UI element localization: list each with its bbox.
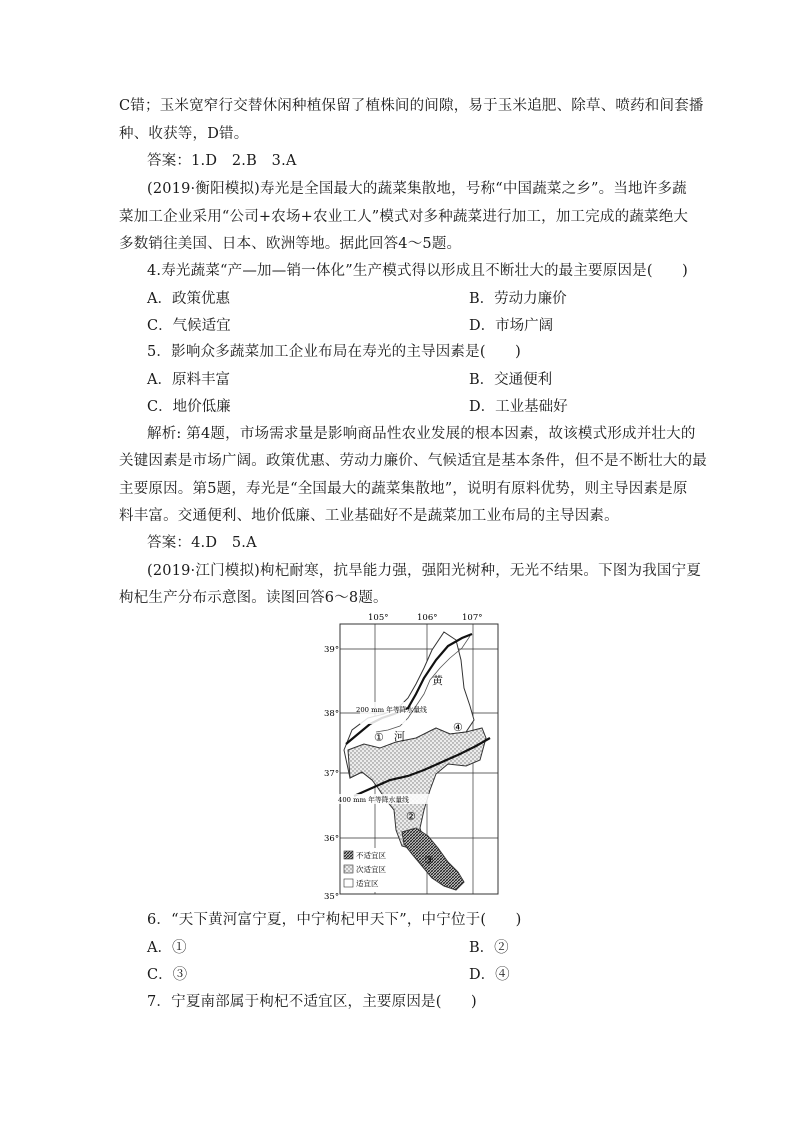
legend-label-unsuitable: 不适宜区 — [356, 851, 386, 860]
lat-label-36: 36° — [324, 834, 340, 844]
q4-option-c: C．气候适宜 — [147, 318, 231, 334]
region-label-4: ④ — [453, 721, 463, 734]
q5-option-d: D．工业基础好 — [469, 399, 568, 415]
text-line: (2019·江门模拟)枸杞耐寒，抗旱能力强，强阳光树种，无光不结果。下图为我国宁夏 — [147, 563, 702, 579]
map-legend — [342, 848, 398, 892]
text-line: 菜加工企业采用“公司+农场+农业工人”模式对多种蔬菜进行加工，加工完成的蔬菜绝大 — [119, 209, 689, 225]
question-4: 4.寿光蔬菜“产—加—销一体化”生产模式得以形成且不断壮大的最主要原因是( ) — [147, 263, 688, 279]
q5-option-a: A．原料丰富 — [147, 372, 230, 388]
answer-line: 答案：4.D 5.A — [147, 535, 257, 551]
river-label-he: 河 — [394, 730, 405, 743]
q4-option-d: D．市场广阔 — [469, 318, 554, 334]
text-line: 种、收获等，D错。 — [119, 126, 249, 142]
q4-option-b: B．劳动力廉价 — [469, 291, 567, 307]
explanation-line: 解析: 第4题，市场需求量是影响商品性农业发展的根本因素，故该模式形成并壮大的 — [147, 426, 696, 442]
question-5: 5．影响众多蔬菜加工企业布局在寿光的主导因素是( ) — [147, 344, 521, 360]
lat-label-35: 35° — [324, 892, 340, 902]
q6-option-d: D．④ — [469, 967, 510, 983]
explanation-line: 料丰富。交通便利、地价低廉、工业基础好不是蔬菜加工业布局的主导因素。 — [119, 508, 619, 524]
lat-label-39: 39° — [324, 645, 340, 655]
explanation-line: 关键因素是市场广阔。政策优惠、劳动力廉价、气候适宜是基本条件，但不是不断壮大的最 — [119, 453, 707, 469]
q5-option-b: B．交通便利 — [469, 372, 553, 388]
lon-label-106: 106° — [417, 613, 438, 623]
legend-swatch-sub-suitable — [344, 865, 353, 873]
q5-option-c: C．地价低廉 — [147, 399, 231, 415]
answer-line: 答案：1.D 2.B 3.A — [147, 153, 297, 169]
legend-swatch-unsuitable — [344, 851, 353, 859]
question-6: 6．“天下黄河富宁夏，中宁枸杞甲天下”，中宁位于( ) — [147, 912, 522, 928]
q4-option-a: A．政策优惠 — [147, 291, 230, 307]
explanation-line: 主要原因。第5题，寿光是“全国最大的蔬菜集散地”，说明有原料优势，则主导因素是原 — [119, 481, 688, 497]
region-label-3: ③ — [424, 854, 434, 867]
q6-option-c: C．③ — [147, 967, 188, 983]
lat-label-37: 37° — [324, 769, 340, 779]
lon-label-105: 105° — [368, 613, 389, 623]
isohyet-400-label: 400 mm 年等降水量线 — [338, 796, 409, 804]
lon-label-107: 107° — [462, 613, 483, 623]
text-line: C错；玉米宽窄行交替休闲种植保留了植株间的间隙，易于玉米追肥、除草、喷药和间套播 — [119, 98, 704, 114]
text-line: 枸杞生产分布示意图。读图回答6～8题。 — [119, 590, 388, 606]
legend-label-sub-suitable: 次适宜区 — [356, 865, 386, 874]
q6-option-a: A．① — [147, 940, 187, 956]
text-line: (2019·衡阳模拟)寿光是全国最大的蔬菜集散地，号称“中国蔬菜之乡”。当地许多蔬 — [147, 181, 687, 197]
question-7: 7．宁夏南部属于枸杞不适宜区，主要原因是( ) — [147, 994, 477, 1010]
lat-label-38: 38° — [324, 709, 340, 719]
legend-label-suitable: 适宜区 — [356, 879, 379, 888]
isohyet-200-label: 200 mm 年等降水量线 — [356, 706, 427, 714]
ningxia-goji-map — [324, 610, 504, 906]
region-label-1: ① — [374, 731, 384, 744]
text-line: 多数销往美国、日本、欧洲等地。据此回答4～5题。 — [119, 236, 462, 252]
legend-swatch-suitable — [344, 879, 353, 887]
river-label-huang: 黄 — [432, 674, 443, 687]
q6-option-b: B．② — [469, 940, 509, 956]
region-label-2: ② — [406, 810, 416, 823]
